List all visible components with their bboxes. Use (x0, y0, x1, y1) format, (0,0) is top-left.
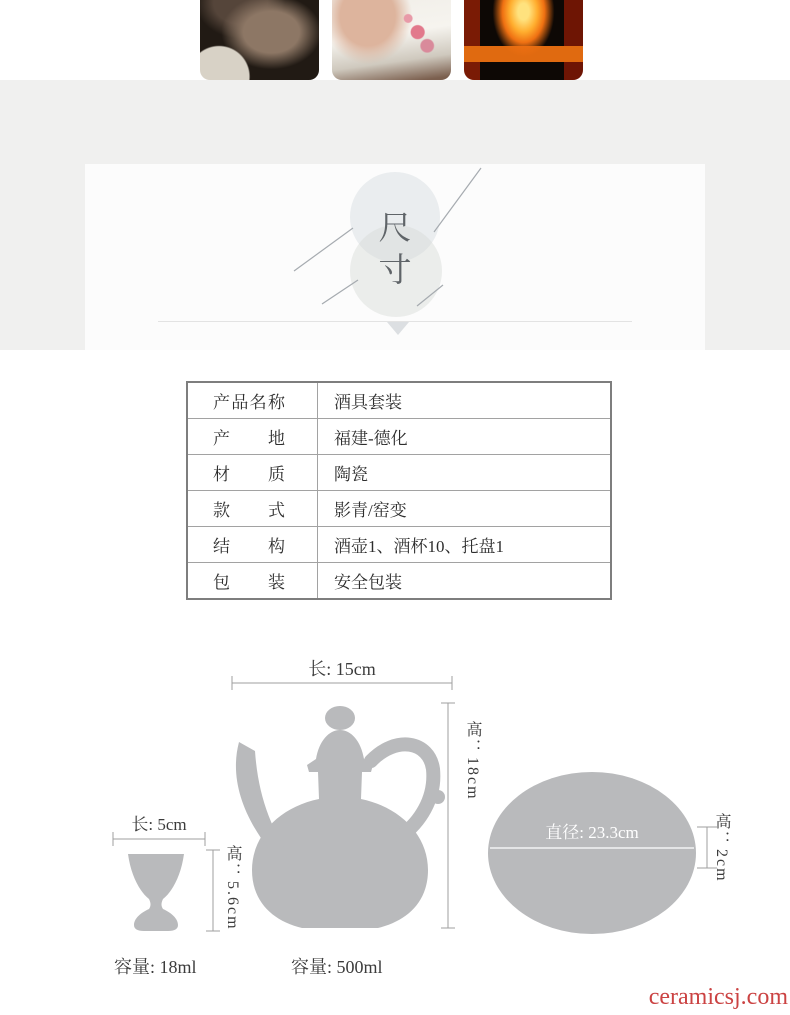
cup-capacity-label: 容量: 18ml (114, 957, 197, 977)
table-row (188, 562, 610, 598)
table-row (188, 490, 610, 526)
cup-height-label: 高：5.6cm (224, 845, 241, 931)
spec-value: 福建-德化 (334, 429, 408, 448)
spec-label: 产品名称 (188, 383, 318, 418)
product-photo-kiln-firing (464, 0, 583, 80)
spec-value: 影青/窑变 (334, 501, 407, 520)
cup-height-line (206, 850, 220, 931)
dimension-section-card (85, 164, 705, 350)
pot-length-label: 长: 15cm (308, 659, 376, 679)
spec-label: 结构 (188, 527, 318, 562)
spec-value: 酒壶1、酒杯10、托盘1 (334, 537, 504, 556)
table-row (188, 454, 610, 490)
spec-label: 产地 (188, 419, 318, 454)
cup-length-label: 长: 5cm (131, 815, 187, 834)
pot-height-line (441, 703, 455, 928)
tray-silhouette (488, 772, 696, 934)
down-pointer-icon (387, 322, 409, 335)
spec-label: 材质 (188, 455, 318, 490)
table-row (188, 383, 610, 418)
section-title-dimensions: 尺寸 (378, 211, 412, 289)
tray-height-label: 高：2cm (713, 813, 730, 883)
table-row (188, 526, 610, 562)
pot-height-label: 高：18cm (464, 721, 481, 801)
pot-capacity-label: 容量: 500ml (291, 957, 383, 977)
site-watermark: ceramicsj.com (648, 984, 788, 1010)
pot-knob (325, 706, 355, 730)
pot-handle-nub (431, 790, 445, 804)
spec-value: 陶瓷 (334, 465, 368, 484)
spec-value: 酒具套装 (334, 393, 402, 412)
spec-label: 款式 (188, 491, 318, 526)
product-photo-porcelain-painting (332, 0, 451, 80)
spec-table (186, 381, 612, 600)
spec-value: 安全包装 (334, 573, 402, 592)
cup-silhouette (128, 854, 184, 931)
table-row (188, 418, 610, 454)
tray-diameter-label: 直径: 23.3cm (545, 823, 639, 842)
spec-label: 包装 (188, 563, 318, 598)
product-photo-pottery-carving (200, 0, 319, 80)
